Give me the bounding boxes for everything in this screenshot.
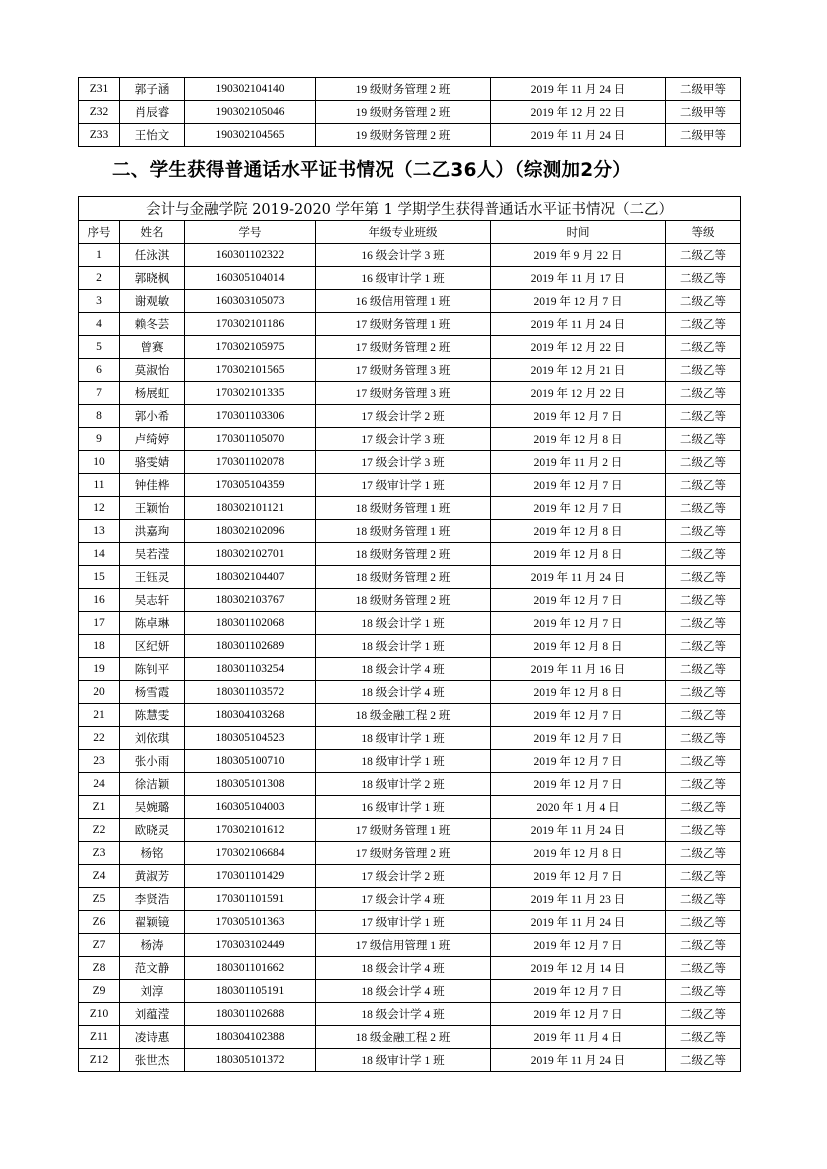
cell-date: 2019 年 12 月 7 日 (491, 773, 666, 796)
cell-level: 二级乙等 (666, 980, 741, 1003)
table-row (79, 727, 741, 750)
cell-student-id: 160305104014 (185, 267, 316, 290)
cell-index: 4 (79, 313, 120, 336)
header-index: 序号 (79, 221, 120, 244)
cell-student-id: 180302102096 (185, 520, 316, 543)
table-row (79, 980, 741, 1003)
cell-name: 李贤浩 (120, 888, 185, 911)
cell-date: 2019 年 12 月 7 日 (491, 290, 666, 313)
cell-date: 2019 年 12 月 8 日 (491, 428, 666, 451)
cell-student-id: 190302104140 (185, 78, 316, 101)
cell-name: 张世杰 (120, 1049, 185, 1072)
cell-name: 谢观敏 (120, 290, 185, 313)
header-level: 等级 (666, 221, 741, 244)
cell-class: 18 级会计学 4 班 (316, 681, 491, 704)
header-date: 时间 (491, 221, 666, 244)
cell-index: Z31 (79, 78, 120, 101)
cell-level: 二级乙等 (666, 290, 741, 313)
cell-class: 17 级财务管理 1 班 (316, 313, 491, 336)
cell-student-id: 190302104565 (185, 124, 316, 147)
cell-index: 3 (79, 290, 120, 313)
cell-date: 2019 年 12 月 7 日 (491, 405, 666, 428)
cell-level: 二级乙等 (666, 520, 741, 543)
cell-student-id: 170305101363 (185, 911, 316, 934)
cell-index: 16 (79, 589, 120, 612)
cell-class: 18 级会计学 4 班 (316, 1003, 491, 1026)
cell-level: 二级乙等 (666, 612, 741, 635)
cell-index: Z9 (79, 980, 120, 1003)
table-row (79, 1026, 741, 1049)
table-row (79, 124, 741, 147)
cell-student-id: 180305101372 (185, 1049, 316, 1072)
cell-date: 2019 年 11 月 24 日 (491, 819, 666, 842)
table-row (79, 888, 741, 911)
cell-class: 18 级审计学 1 班 (316, 750, 491, 773)
cell-level: 二级乙等 (666, 244, 741, 267)
cell-date: 2019 年 12 月 7 日 (491, 589, 666, 612)
cell-level: 二级甲等 (666, 101, 741, 124)
cell-name: 肖辰睿 (120, 101, 185, 124)
cell-date: 2019 年 12 月 8 日 (491, 635, 666, 658)
cell-index: Z2 (79, 819, 120, 842)
table-row (79, 957, 741, 980)
cell-name: 郭晓枫 (120, 267, 185, 290)
cell-name: 赖冬芸 (120, 313, 185, 336)
cell-class: 17 级财务管理 1 班 (316, 819, 491, 842)
cell-level: 二级乙等 (666, 382, 741, 405)
cell-class: 18 级会计学 4 班 (316, 957, 491, 980)
table-row (79, 359, 741, 382)
cell-index: 13 (79, 520, 120, 543)
cell-date: 2019 年 12 月 7 日 (491, 980, 666, 1003)
cell-index: 15 (79, 566, 120, 589)
cell-index: 7 (79, 382, 120, 405)
cell-class: 18 级审计学 1 班 (316, 1049, 491, 1072)
cell-index: Z1 (79, 796, 120, 819)
table-row (79, 911, 741, 934)
cell-index: Z33 (79, 124, 120, 147)
cell-student-id: 190302105046 (185, 101, 316, 124)
cell-student-id: 180305100710 (185, 750, 316, 773)
cell-date: 2019 年 11 月 17 日 (491, 267, 666, 290)
cell-index: Z3 (79, 842, 120, 865)
cell-level: 二级乙等 (666, 451, 741, 474)
cell-date: 2019 年 12 月 7 日 (491, 474, 666, 497)
cell-class: 19 级财务管理 2 班 (316, 78, 491, 101)
table-title-row (79, 197, 741, 221)
cell-level: 二级乙等 (666, 865, 741, 888)
cell-class: 18 级会计学 4 班 (316, 658, 491, 681)
cell-name: 莫淑怡 (120, 359, 185, 382)
table-row (79, 704, 741, 727)
cell-level: 二级乙等 (666, 267, 741, 290)
cell-class: 19 级财务管理 2 班 (316, 101, 491, 124)
cell-index: 14 (79, 543, 120, 566)
cell-level: 二级乙等 (666, 589, 741, 612)
cell-student-id: 170302101565 (185, 359, 316, 382)
cell-level: 二级乙等 (666, 727, 741, 750)
cell-class: 18 级财务管理 2 班 (316, 589, 491, 612)
cell-student-id: 170301105070 (185, 428, 316, 451)
cell-name: 吴若滢 (120, 543, 185, 566)
cell-name: 吴婉璐 (120, 796, 185, 819)
cell-name: 陈慧雯 (120, 704, 185, 727)
table-row (79, 934, 741, 957)
cell-student-id: 180301103572 (185, 681, 316, 704)
cell-level: 二级乙等 (666, 543, 741, 566)
table-row (79, 1049, 741, 1072)
cell-class: 18 级财务管理 2 班 (316, 566, 491, 589)
cell-index: Z5 (79, 888, 120, 911)
cell-level: 二级乙等 (666, 704, 741, 727)
cell-date: 2019 年 9 月 22 日 (491, 244, 666, 267)
certificate-table (78, 196, 741, 1072)
cell-index: 8 (79, 405, 120, 428)
cell-student-id: 180301102068 (185, 612, 316, 635)
cell-date: 2019 年 11 月 24 日 (491, 124, 666, 147)
cell-index: Z11 (79, 1026, 120, 1049)
cell-level: 二级乙等 (666, 1003, 741, 1026)
cell-name: 洪嘉珣 (120, 520, 185, 543)
cell-index: 24 (79, 773, 120, 796)
cell-class: 17 级会计学 3 班 (316, 451, 491, 474)
cell-date: 2019 年 12 月 7 日 (491, 612, 666, 635)
cell-name: 欧晓灵 (120, 819, 185, 842)
table-row (79, 819, 741, 842)
table-title: 会计与金融学院 2019-2020 学年第 1 学期学生获得普通话水平证书情况（二乙） (79, 197, 741, 221)
cell-student-id: 180302104407 (185, 566, 316, 589)
cell-date: 2019 年 11 月 24 日 (491, 1049, 666, 1072)
cell-level: 二级乙等 (666, 313, 741, 336)
cell-name: 凌诗惠 (120, 1026, 185, 1049)
table-row (79, 796, 741, 819)
table-row (79, 78, 741, 101)
cell-name: 范文静 (120, 957, 185, 980)
cell-class: 17 级财务管理 3 班 (316, 382, 491, 405)
table-row (79, 543, 741, 566)
cell-index: 9 (79, 428, 120, 451)
table-row (79, 405, 741, 428)
cell-name: 钟佳桦 (120, 474, 185, 497)
cell-level: 二级乙等 (666, 888, 741, 911)
cell-level: 二级乙等 (666, 934, 741, 957)
table-row (79, 474, 741, 497)
table-row (79, 681, 741, 704)
cell-index: Z32 (79, 101, 120, 124)
cell-class: 17 级信用管理 1 班 (316, 934, 491, 957)
cell-name: 张小雨 (120, 750, 185, 773)
cell-student-id: 180301101662 (185, 957, 316, 980)
cell-name: 曾赛 (120, 336, 185, 359)
table-row (79, 773, 741, 796)
cell-class: 16 级审计学 1 班 (316, 267, 491, 290)
cell-class: 16 级会计学 3 班 (316, 244, 491, 267)
cell-index: 19 (79, 658, 120, 681)
cell-student-id: 180304102388 (185, 1026, 316, 1049)
table-row (79, 267, 741, 290)
cell-level: 二级乙等 (666, 497, 741, 520)
cell-date: 2019 年 12 月 22 日 (491, 101, 666, 124)
cell-index: 11 (79, 474, 120, 497)
cell-name: 任泳淇 (120, 244, 185, 267)
cell-date: 2019 年 11 月 24 日 (491, 566, 666, 589)
cell-student-id: 170301103306 (185, 405, 316, 428)
cell-index: Z4 (79, 865, 120, 888)
cell-student-id: 170303102449 (185, 934, 316, 957)
table-row (79, 520, 741, 543)
cell-index: Z10 (79, 1003, 120, 1026)
cell-student-id: 160303105073 (185, 290, 316, 313)
cell-date: 2019 年 12 月 14 日 (491, 957, 666, 980)
cell-date: 2019 年 12 月 8 日 (491, 681, 666, 704)
cell-name: 黄淑芳 (120, 865, 185, 888)
cell-index: 20 (79, 681, 120, 704)
cell-class: 18 级会计学 1 班 (316, 612, 491, 635)
cell-date: 2019 年 11 月 24 日 (491, 911, 666, 934)
cell-date: 2019 年 11 月 4 日 (491, 1026, 666, 1049)
cell-name: 吴志轩 (120, 589, 185, 612)
cell-class: 18 级审计学 2 班 (316, 773, 491, 796)
cell-name: 刘依琪 (120, 727, 185, 750)
cell-name: 骆雯婧 (120, 451, 185, 474)
cell-index: 10 (79, 451, 120, 474)
cell-class: 17 级会计学 2 班 (316, 865, 491, 888)
cell-student-id: 180302101121 (185, 497, 316, 520)
cell-student-id: 160305104003 (185, 796, 316, 819)
cell-class: 17 级审计学 1 班 (316, 474, 491, 497)
cell-level: 二级乙等 (666, 773, 741, 796)
table-row (79, 244, 741, 267)
cell-class: 18 级财务管理 2 班 (316, 543, 491, 566)
cell-date: 2019 年 12 月 7 日 (491, 865, 666, 888)
cell-index: 2 (79, 267, 120, 290)
continued-table (78, 77, 741, 147)
cell-student-id: 160301102322 (185, 244, 316, 267)
table-row (79, 750, 741, 773)
cell-level: 二级乙等 (666, 1026, 741, 1049)
cell-date: 2019 年 12 月 7 日 (491, 934, 666, 957)
cell-index: 23 (79, 750, 120, 773)
table-row (79, 451, 741, 474)
table-row (79, 336, 741, 359)
cell-name: 刘蕴滢 (120, 1003, 185, 1026)
cell-student-id: 180302103767 (185, 589, 316, 612)
cell-index: 17 (79, 612, 120, 635)
cell-level: 二级甲等 (666, 78, 741, 101)
cell-date: 2019 年 11 月 24 日 (491, 78, 666, 101)
cell-student-id: 170302101186 (185, 313, 316, 336)
header-name: 姓名 (120, 221, 185, 244)
table-row (79, 658, 741, 681)
cell-level: 二级乙等 (666, 1049, 741, 1072)
cell-date: 2019 年 11 月 24 日 (491, 313, 666, 336)
table-row (79, 290, 741, 313)
table-row (79, 1003, 741, 1026)
cell-student-id: 170302101335 (185, 382, 316, 405)
cell-student-id: 180301102688 (185, 1003, 316, 1026)
cell-level: 二级乙等 (666, 474, 741, 497)
cell-name: 翟颖镜 (120, 911, 185, 934)
cell-class: 17 级财务管理 2 班 (316, 336, 491, 359)
table-row (79, 382, 741, 405)
header-student-id: 学号 (185, 221, 316, 244)
cell-class: 18 级财务管理 1 班 (316, 497, 491, 520)
cell-date: 2019 年 12 月 8 日 (491, 842, 666, 865)
cell-student-id: 180301105191 (185, 980, 316, 1003)
cell-date: 2019 年 12 月 22 日 (491, 336, 666, 359)
cell-date: 2019 年 12 月 7 日 (491, 704, 666, 727)
table-header-row (79, 221, 741, 244)
cell-date: 2019 年 12 月 21 日 (491, 359, 666, 382)
cell-student-id: 180301102689 (185, 635, 316, 658)
table-row (79, 428, 741, 451)
cell-student-id: 180305104523 (185, 727, 316, 750)
cell-student-id: 170302106684 (185, 842, 316, 865)
cell-class: 18 级会计学 1 班 (316, 635, 491, 658)
cell-date: 2019 年 11 月 23 日 (491, 888, 666, 911)
cell-name: 陈卓琳 (120, 612, 185, 635)
cell-level: 二级乙等 (666, 819, 741, 842)
cell-level: 二级乙等 (666, 796, 741, 819)
section-heading: 二、学生获得普通话水平证书情况（二乙36人）（综测加2分） (112, 160, 632, 181)
cell-class: 18 级金融工程 2 班 (316, 1026, 491, 1049)
cell-class: 18 级金融工程 2 班 (316, 704, 491, 727)
cell-student-id: 170305104359 (185, 474, 316, 497)
cell-level: 二级乙等 (666, 842, 741, 865)
table-row (79, 612, 741, 635)
table-row (79, 101, 741, 124)
cell-date: 2019 年 12 月 7 日 (491, 497, 666, 520)
cell-name: 杨铭 (120, 842, 185, 865)
cell-class: 18 级财务管理 1 班 (316, 520, 491, 543)
cell-name: 杨雪霞 (120, 681, 185, 704)
cell-level: 二级乙等 (666, 405, 741, 428)
cell-index: 6 (79, 359, 120, 382)
cell-name: 王怡文 (120, 124, 185, 147)
cell-level: 二级乙等 (666, 911, 741, 934)
cell-index: 12 (79, 497, 120, 520)
header-class: 年级专业班级 (316, 221, 491, 244)
table-row (79, 589, 741, 612)
cell-date: 2019 年 12 月 22 日 (491, 382, 666, 405)
cell-level: 二级乙等 (666, 428, 741, 451)
table-row (79, 865, 741, 888)
cell-level: 二级乙等 (666, 336, 741, 359)
cell-index: Z7 (79, 934, 120, 957)
cell-name: 区纪妍 (120, 635, 185, 658)
cell-name: 陈钊平 (120, 658, 185, 681)
cell-class: 16 级审计学 1 班 (316, 796, 491, 819)
cell-student-id: 170302101612 (185, 819, 316, 842)
cell-name: 王颖怡 (120, 497, 185, 520)
cell-class: 17 级审计学 1 班 (316, 911, 491, 934)
cell-date: 2019 年 12 月 7 日 (491, 727, 666, 750)
cell-student-id: 170301101429 (185, 865, 316, 888)
cell-date: 2019 年 12 月 8 日 (491, 543, 666, 566)
cell-name: 杨涛 (120, 934, 185, 957)
cell-index: 1 (79, 244, 120, 267)
cell-index: 18 (79, 635, 120, 658)
cell-index: Z12 (79, 1049, 120, 1072)
cell-date: 2019 年 11 月 16 日 (491, 658, 666, 681)
cell-date: 2019 年 11 月 2 日 (491, 451, 666, 474)
cell-class: 17 级财务管理 2 班 (316, 842, 491, 865)
cell-level: 二级乙等 (666, 681, 741, 704)
cell-student-id: 180302102701 (185, 543, 316, 566)
cell-name: 王钰灵 (120, 566, 185, 589)
cell-index: Z6 (79, 911, 120, 934)
table-row (79, 842, 741, 865)
cell-index: 5 (79, 336, 120, 359)
cell-student-id: 170301102078 (185, 451, 316, 474)
cell-level: 二级乙等 (666, 658, 741, 681)
cell-name: 卢绮婷 (120, 428, 185, 451)
table-row (79, 497, 741, 520)
cell-date: 2020 年 1 月 4 日 (491, 796, 666, 819)
cell-name: 刘淳 (120, 980, 185, 1003)
cell-class: 18 级会计学 4 班 (316, 980, 491, 1003)
cell-class: 19 级财务管理 2 班 (316, 124, 491, 147)
cell-name: 徐洁颖 (120, 773, 185, 796)
cell-level: 二级乙等 (666, 566, 741, 589)
continued-table-body (79, 78, 741, 147)
cell-class: 17 级会计学 3 班 (316, 428, 491, 451)
cell-level: 二级甲等 (666, 124, 741, 147)
cell-class: 18 级审计学 1 班 (316, 727, 491, 750)
cell-name: 郭小希 (120, 405, 185, 428)
cell-level: 二级乙等 (666, 635, 741, 658)
cell-student-id: 170301101591 (185, 888, 316, 911)
cell-class: 16 级信用管理 1 班 (316, 290, 491, 313)
cell-level: 二级乙等 (666, 359, 741, 382)
cell-name: 杨展虹 (120, 382, 185, 405)
cell-name: 郭子涵 (120, 78, 185, 101)
cell-student-id: 180305101308 (185, 773, 316, 796)
cell-date: 2019 年 12 月 7 日 (491, 750, 666, 773)
cell-class: 17 级会计学 2 班 (316, 405, 491, 428)
table-row (79, 313, 741, 336)
cell-level: 二级乙等 (666, 957, 741, 980)
cell-student-id: 180304103268 (185, 704, 316, 727)
cell-student-id: 180301103254 (185, 658, 316, 681)
cell-index: 21 (79, 704, 120, 727)
table-row (79, 635, 741, 658)
cell-student-id: 170302105975 (185, 336, 316, 359)
certificate-table-body (79, 244, 741, 1072)
cell-index: Z8 (79, 957, 120, 980)
cell-date: 2019 年 12 月 7 日 (491, 1003, 666, 1026)
table-row (79, 566, 741, 589)
cell-level: 二级乙等 (666, 750, 741, 773)
cell-class: 17 级会计学 4 班 (316, 888, 491, 911)
cell-class: 17 级财务管理 3 班 (316, 359, 491, 382)
cell-date: 2019 年 12 月 8 日 (491, 520, 666, 543)
cell-index: 22 (79, 727, 120, 750)
